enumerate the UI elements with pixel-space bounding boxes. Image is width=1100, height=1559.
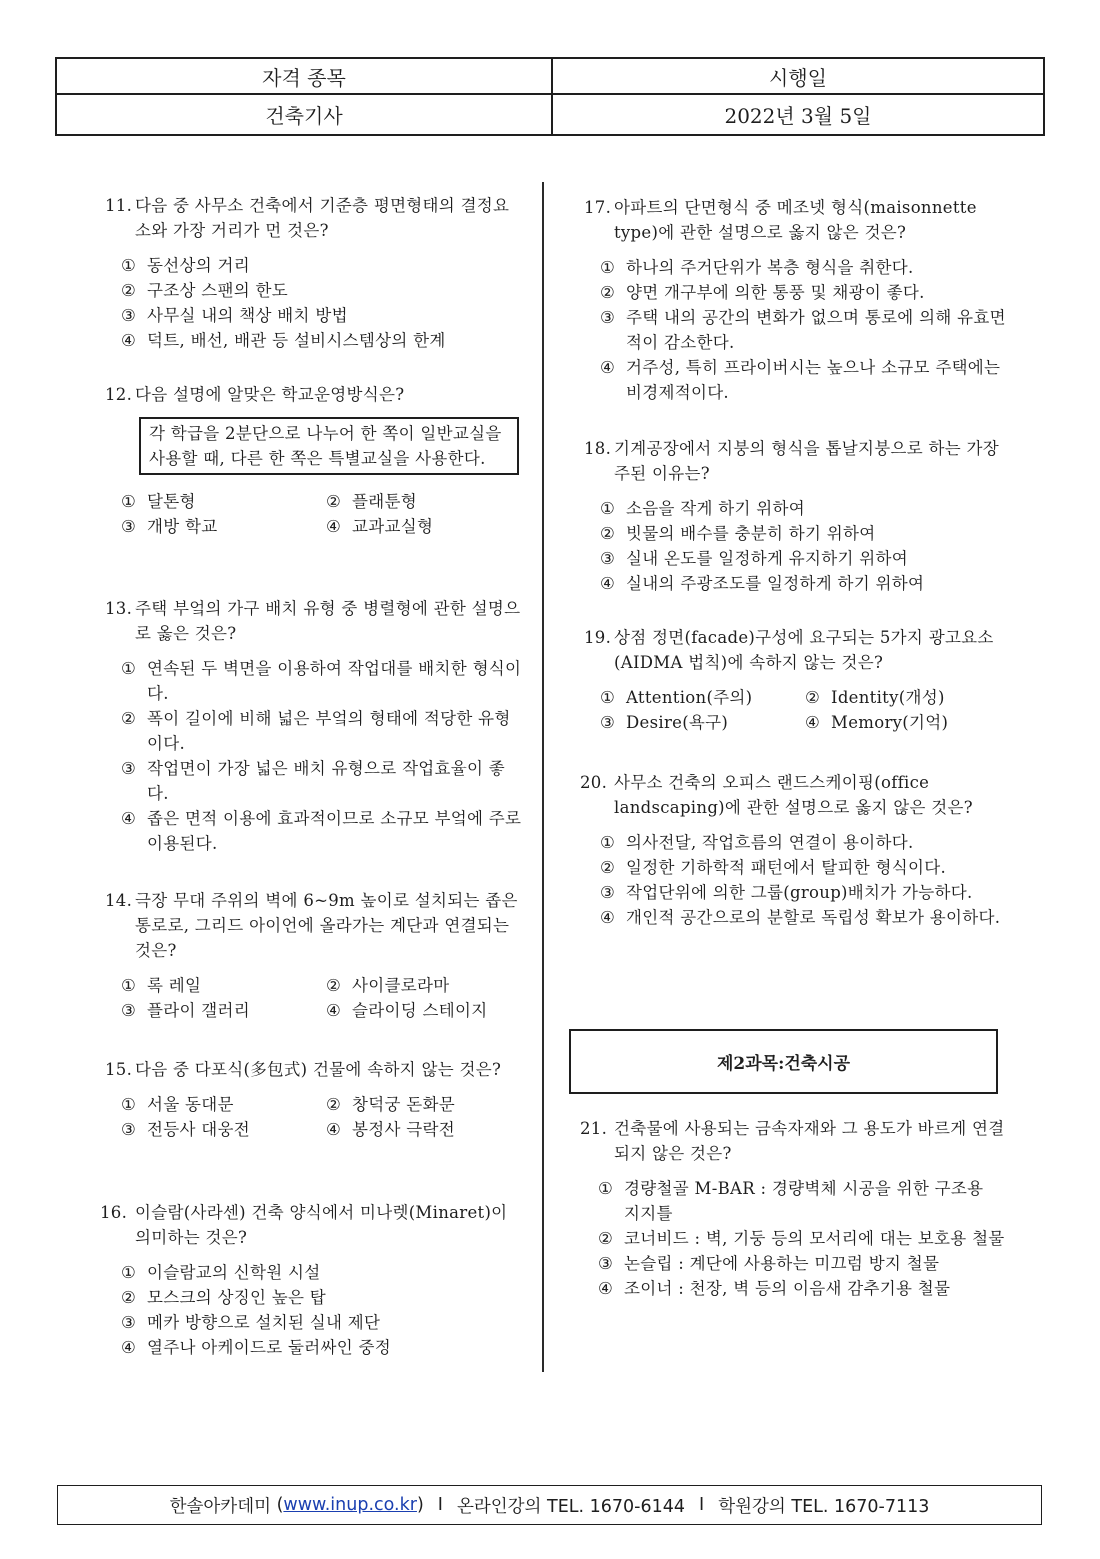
question-number: 19.: [584, 628, 612, 647]
option-2: ② 코너비드 : 벽, 기둥 등의 모서리에 대는 보호용 철물: [598, 1229, 1005, 1248]
option-4: ④ 덕트, 배선, 배관 등 설비시스템상의 한계: [121, 331, 446, 350]
option-4: ④ Memory(기억): [805, 713, 949, 732]
question-stem: 극장 무대 주위의 벽에 6~9m 높이로 설치되는 좁은 통로로, 그리드 아이언에 올라가는 계단과 연결되는 것은?: [135, 891, 518, 960]
question-14: [105, 888, 525, 1023]
option-2: ② 빗물의 배수를 충분히 하기 위하여: [600, 524, 876, 543]
option-4: ④ 교과교실형: [326, 517, 434, 536]
question-13: [105, 596, 525, 856]
option-1: ① 연속된 두 벽면을 이용하여 작업대를 배치한 형식이다.: [121, 659, 522, 703]
option-1: ① 소음을 작게 하기 위하여: [600, 499, 806, 518]
option-3: ③ Desire(욕구): [600, 713, 729, 732]
question-number: 21.: [580, 1119, 608, 1138]
question-20: [580, 770, 1010, 930]
option-2: ② 모스크의 상징인 높은 탑: [121, 1288, 327, 1307]
option-2: ② 일정한 기하학적 패턴에서 탈피한 형식이다.: [600, 858, 947, 877]
option-3: ③ 메카 방향으로 설치된 실내 제단: [121, 1313, 381, 1332]
footer-separator: I: [437, 1495, 443, 1515]
subject-title-box: 제2과목:건축시공: [569, 1029, 998, 1094]
question-number: 16.: [100, 1203, 128, 1222]
column-divider: [542, 182, 544, 1372]
question-18: [584, 436, 1004, 596]
question-number: 14.: [105, 891, 133, 910]
exam-header-table: [55, 57, 1045, 136]
question-stem: 주택 부엌의 가구 배치 유형 중 병렬형에 관한 설명으로 옳은 것은?: [135, 599, 521, 643]
question-number: 11.: [105, 196, 133, 215]
question-stem: 다음 중 사무소 건축에서 기준층 평면형태의 결정요소와 가장 거리가 먼 것은?: [135, 196, 510, 240]
question-12: [105, 382, 525, 539]
question-15: [105, 1057, 525, 1142]
option-4: ④ 실내의 주광조도를 일정하게 하기 위하여: [600, 574, 925, 593]
option-2: ② 사이클로라마: [326, 976, 450, 995]
option-1: ① 달톤형: [121, 492, 196, 511]
footer-website-link[interactable]: www.inup.co.kr: [283, 1495, 417, 1515]
option-1: ① 서울 동대문: [121, 1095, 234, 1114]
option-4: ④ 거주성, 특히 프라이버시는 높으나 소규모 주택에는 비경제적이다.: [600, 358, 1001, 402]
option-2: ② 창덕궁 돈화문: [326, 1095, 455, 1114]
question-16: [100, 1200, 525, 1360]
question-number: 20.: [580, 773, 608, 792]
question-11: [105, 193, 525, 353]
question-stem: 아파트의 단면형식 중 메조넷 형식(maisonnette type)에 관한 설명으로 옳지 않은 것은?: [614, 198, 977, 242]
option-1: ① 이슬람교의 신학원 시설: [121, 1263, 321, 1282]
option-2: ② 양면 개구부에 의한 통풍 및 채광이 좋다.: [600, 283, 925, 302]
question-number: 17.: [584, 198, 612, 217]
option-3: ③ 실내 온도를 일정하게 유지하기 위하여: [600, 549, 909, 568]
question-stem: 건축물에 사용되는 금속자재와 그 용도가 바르게 연결되지 않은 것은?: [614, 1119, 1005, 1163]
option-3: ③ 작업면이 가장 넓은 배치 유형으로 작업효율이 좋다.: [121, 759, 506, 803]
question-stem: 기계공장에서 지붕의 형식을 톱날지붕으로 하는 가장 주된 이유는?: [614, 439, 999, 483]
question-21: [580, 1116, 1005, 1301]
question-stem: 다음 중 다포식(多包式) 건물에 속하지 않는 것은?: [135, 1060, 502, 1079]
header-label-subject: 자격 종목: [57, 59, 553, 93]
question-19: [584, 625, 1004, 735]
option-3: ③ 작업단위에 의한 그룹(group)배치가 가능하다.: [600, 883, 973, 902]
option-3: ③ 논슬립 : 계단에 사용하는 미끄럼 방지 철물: [598, 1254, 940, 1273]
question-stem: 사무소 건축의 오피스 랜드스케이핑(office landscaping)에 관한 설명으로 옳지 않은 것은?: [614, 773, 973, 817]
question-number: 18.: [584, 439, 612, 458]
option-4: ④ 열주나 아케이드로 둘러싸인 중정: [121, 1338, 391, 1357]
footer-bar: 한솔아카데미 ( www.inup.co.kr ) I 온라인강의 TEL. 1670-6144 I 학원강의 TEL. 1670-7113: [57, 1485, 1042, 1525]
option-1: ① 동선상의 거리: [121, 256, 250, 275]
footer-online-tel: 온라인강의 TEL. 1670-6144: [456, 1496, 686, 1517]
header-value-date: 2022년 3월 5일: [724, 104, 872, 128]
option-3: ③ 개방 학교: [121, 517, 218, 536]
question-number: 15.: [105, 1060, 133, 1079]
footer-offline-tel: 학원강의 TEL. 1670-7113: [718, 1496, 930, 1517]
option-4: ④ 개인적 공간으로의 분할로 독립성 확보가 용이하다.: [600, 908, 1001, 927]
option-4: ④ 슬라이딩 스테이지: [326, 1001, 488, 1020]
question-stem: 이슬람(사라센) 건축 양식에서 미나렛(Minaret)이 의미하는 것은?: [135, 1203, 508, 1247]
option-3: ③ 플라이 갤러리: [121, 1001, 250, 1020]
question-stem: 다음 설명에 알맞은 학교운영방식은?: [135, 385, 405, 404]
option-2: ② 플래툰형: [326, 492, 417, 511]
header-label-date: 시행일: [769, 65, 827, 90]
footer-separator: I: [699, 1495, 705, 1515]
option-1: ① Attention(주의): [600, 688, 753, 707]
question-number: 13.: [105, 599, 133, 618]
option-1: ① 하나의 주거단위가 복층 형식을 취한다.: [600, 258, 914, 277]
option-3: ③ 전등사 대웅전: [121, 1120, 250, 1139]
footer-academy: 한솔아카데미: [169, 1496, 272, 1517]
header-value-subject: 건축기사: [57, 95, 553, 134]
option-1: ① 록 레일: [121, 976, 202, 995]
question-17: [584, 195, 1014, 405]
question-number: 12.: [105, 385, 133, 404]
option-4: ④ 봉정사 극락전: [326, 1120, 455, 1139]
question-stem: 상점 정면(facade)구성에 요구되는 5가지 광고요소(AIDMA 법칙)에 속하지 않는 것은?: [614, 628, 994, 672]
option-3: ③ 주택 내의 공간의 변화가 없으며 통로에 의해 유효면적이 감소한다.: [600, 308, 1006, 352]
option-3: ③ 사무실 내의 책상 배치 방법: [121, 306, 348, 325]
question-box: 각 학급을 2분단으로 나누어 한 쪽이 일반교실을 사용할 때, 다른 한 쪽은 특별교실을 사용한다.: [139, 417, 519, 475]
option-2: ② 폭이 길이에 비해 넓은 부엌의 형태에 적당한 유형이다.: [121, 709, 511, 753]
option-4: ④ 조이너 : 천장, 벽 등의 이음새 감추기용 철물: [598, 1279, 951, 1298]
option-1: ① 의사전달, 작업흐름의 연결이 용이하다.: [600, 833, 914, 852]
option-2: ② 구조상 스팬의 한도: [121, 281, 289, 300]
option-1: ① 경량철골 M-BAR : 경량벽체 시공을 위한 구조용 지지틀: [598, 1179, 984, 1223]
option-2: ② Identity(개성): [805, 688, 945, 707]
option-4: ④ 좁은 면적 이용에 효과적이므로 소규모 부엌에 주로 이용된다.: [121, 809, 522, 853]
